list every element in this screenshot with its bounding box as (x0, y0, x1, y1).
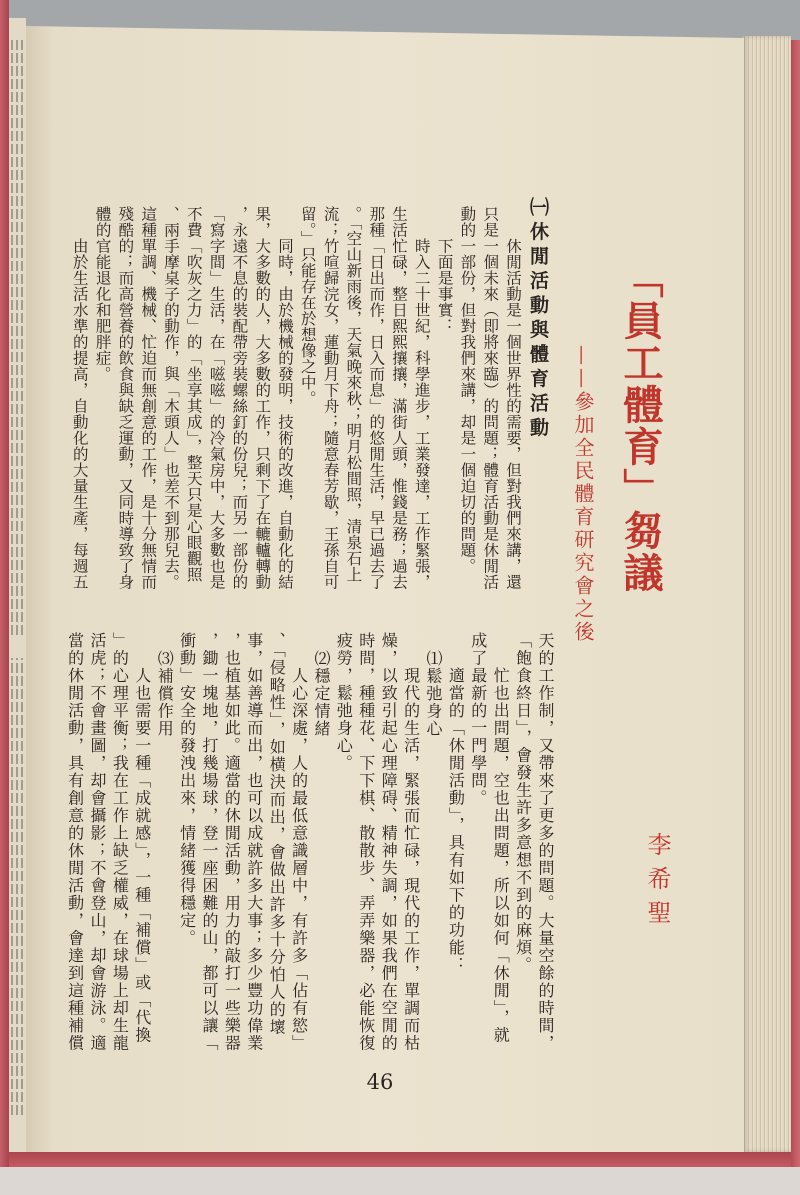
author-name: 李希聖 (643, 832, 671, 934)
text-line: 動的一部份，但對我們來講，却是一個迫切的問題。 (458, 206, 477, 574)
text-line: 時間，種種花、下下棋、散散步、弄弄樂器，必能恢復 (356, 632, 376, 1052)
article-title: 「員工體育」芻議 (617, 258, 664, 594)
paragraph-first-line: 人也需要一種「成就感」，一種「補償」或「代換 (132, 667, 152, 1044)
text-line: 」的心理平衡；我在工作上缺乏權威，在球場上却生龍 (110, 632, 130, 1052)
text-line: 留。」只能存在於想像之中。 (298, 206, 317, 407)
text-line: 疲勞，鬆弛身心。 (334, 632, 354, 772)
text-line: 殘酷的；而高營養的飲食與缺乏運動，又同時導致了身 (116, 206, 135, 590)
text-line: 當的休閒活動，具有創意的休閒活動，會達到這種補償 (65, 632, 85, 1052)
text-line: 活虎；不會畫圖，却會攝影；不會登山，却會游泳。適 (88, 632, 107, 1052)
text-line: 、「侵略性」，如横決而出，會做出許多十分怕人的壞 (267, 632, 287, 1036)
text-line: 「飽食終日」，會發生許多意想不到的麻煩。 (513, 632, 533, 974)
text-line: ，也植基如此。適當的休閒活動，用力的敲打一些樂器 (222, 632, 242, 1052)
text-line: 果，大多數的人，大多數的工作，只剩下了在轆轤轉動 (253, 206, 272, 590)
text-line: 流；竹喧歸浣女，蓮動月下舟；隨意春芳歇，王孫自可 (321, 206, 340, 590)
text-line: 燥，以致引起心理障碍、精神失調，如果我們在空閒的 (379, 632, 399, 1052)
text-line: 「寫字間」生活，在「嗞嗞」的冷氣房中，大多數也是 (207, 206, 226, 590)
text-line: 成了最新的一門學問。 (468, 632, 488, 807)
text-line: 不費「吹灰之力」的「坐享其成」，整天只是心眼觀照 (184, 206, 203, 583)
text-line: 生活忙碌，整日熙熙攘攘，滿街人頭，惟錢是務；過去 (390, 206, 408, 590)
function-heading: ⑶補償作用 (155, 649, 175, 737)
section-heading: ㈠休閒活動與體育活動 (527, 197, 549, 442)
text-line: 天的工作制，又帶來了更多的問題。大量空餘的時間， (536, 632, 555, 1052)
page-number: 46 (366, 1070, 394, 1094)
paragraph-first-line: 休閒活動是一個世界性的需要，但對我們來講，還 (504, 238, 522, 590)
text-line: 體的官能退化和肥胖症。 (93, 206, 112, 382)
paragraph-first-line: 時入二十世紀，科學進步，工業發達，工作緊張， (412, 238, 431, 590)
text-line: 。「空山新雨後，天氣晚來秋；明月松間照，清泉石上 (344, 206, 363, 583)
text-line: ，鋤一塊地，打幾場球，登一座困難的山，都可以讓「 (200, 632, 219, 1052)
paragraph-first-line: 下面是事實： (435, 238, 454, 334)
text-line: 事，如善導而出，也可以成就許多大事；多少豐功偉業 (244, 632, 264, 1052)
paragraph-first-line: 適當的「休閒活動」，具有如下的功能： (446, 667, 466, 974)
text-line: 只是一個未來（即將來臨）的問題；體育活動是休閒活 (481, 206, 500, 590)
function-heading: ⑴鬆弛身心 (424, 649, 443, 737)
text-line: 衝動」安全的發洩出來，情緒獲得穩定。 (177, 632, 197, 947)
text-line: ，永遠不息的裝配帶旁裝螺絲釘的份兒；而另一部份的 (230, 206, 249, 590)
function-heading: ⑵穩定情緒 (312, 649, 331, 737)
text-line: 、兩手摩桌子的動作，與「木頭人」也差不到那兒去。 (162, 206, 180, 590)
text-line: 這種單調、機械、忙迫而無創意的工作，是十分無情而 (139, 206, 158, 590)
paragraph-first-line: 由於生活水準的提高，自動化的大量生產，每週五 (70, 238, 89, 590)
paragraph-first-line: 人心深處，人的最低意識層中，有許多「佔有慾」 (289, 667, 309, 1052)
paragraph-first-line: 忙也出問題，空也出問題，所以如何「休閒」，就 (491, 667, 511, 1044)
text-line: 那種「日出而作，日入而息」的悠閒生活，早已過去了 (367, 206, 386, 590)
article-subtitle: ——參加全民體育研究會之後 (571, 345, 595, 644)
paragraph-first-line: 同時，由於機械的發明，技術的改進，自動化的結 (276, 238, 294, 590)
paragraph-first-line: 現代的生活，緊張而忙碌，現代的工作，單調而枯 (401, 667, 421, 1052)
